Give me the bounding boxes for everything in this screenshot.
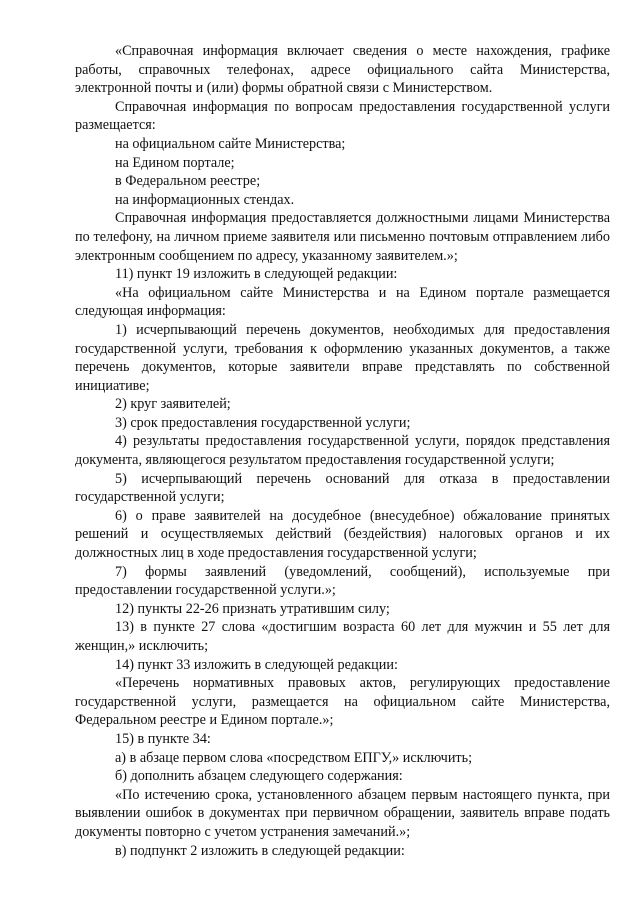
list-item: 3) срок предоставления государственной услуги; <box>115 414 411 431</box>
paragraph: Справочная информация по вопросам предоставления государственной услуги размещается: <box>75 98 610 134</box>
list-item: в Федеральном реестре; <box>115 173 261 190</box>
sub-item: б) дополнить абзацем следующего содержания: <box>115 768 403 785</box>
paragraph: «Справочная информация включает сведения о месте нахождения, графике работы, справочных телефонах, адресе официального сайта Министерства, электронной почты и (или) формы обратной связи с Министерством. <box>75 43 610 97</box>
paragraph: Справочная информация предоставляется должностными лицами Министерства по телефону, на личном приеме заявителя или письменно почтовым отправлением либо электронным сообщением по адресу, указанному заявителем.»; <box>75 210 610 264</box>
list-item: на Едином портале; <box>115 154 235 171</box>
paragraph: «Перечень нормативных правовых актов, регулирующих предоставление государственной услуги, размещается на официальном сайте Министерства, Федеральном реестре и Едином портале.»; <box>75 675 610 729</box>
sub-item: а) в абзаце первом слова «посредством ЕПГУ,» исключить; <box>115 749 473 766</box>
amendment-item: 14) пункт 33 изложить в следующей редакции: <box>115 656 398 673</box>
list-item: на информационных стендах. <box>115 191 295 208</box>
amendment-item: 11) пункт 19 изложить в следующей редакции: <box>115 266 398 283</box>
sub-item: в) подпункт 2 изложить в следующей редакции: <box>115 842 405 859</box>
amendment-item: 15) в пункте 34: <box>115 730 211 747</box>
amendment-item: 12) пункты 22-26 признать утратившим силу; <box>115 600 390 617</box>
paragraph: «По истечению срока, установленного абзацем первым настоящего пункта, при выявлении ошибок в документах при первичном обращении, заявитель вправе подать документы повторно с учетом устранения замечаний.»; <box>75 786 610 840</box>
list-item: 5) исчерпывающий перечень оснований для отказа в предоставлении государственной услуги; <box>75 470 610 506</box>
list-item: 2) круг заявителей; <box>115 396 231 413</box>
list-item: 7) формы заявлений (уведомлений, сообщений), используемые при предоставлении государственной услуги.»; <box>75 563 610 599</box>
list-item: 1) исчерпывающий перечень документов, необходимых для предоставления государственной услуги, требования к оформлению указанных документов, а также перечень документов, которые заявители вправе представлять по собственной инициативе; <box>75 321 610 394</box>
amendment-item: 13) в пункте 27 слова «достигшим возраста 60 лет для мужчин и 55 лет для женщин,» исключить; <box>75 619 610 654</box>
paragraph: «На официальном сайте Министерства и на Едином портале размещается следующая информация: <box>75 284 610 320</box>
list-item: 6) о праве заявителей на досудебное (внесудебное) обжалование принятых решений и осуществляемых действий (бездействия) налоговых органов и их должностных лиц в ходе предоставления государственной услуги; <box>75 507 610 562</box>
list-item: на официальном сайте Министерства; <box>115 135 346 152</box>
document-body <box>75 42 610 860</box>
list-item: 4) результаты предоставления государственной услуги, порядок представления документа, являющегося результатом предоставления государственной услуги; <box>75 433 610 469</box>
